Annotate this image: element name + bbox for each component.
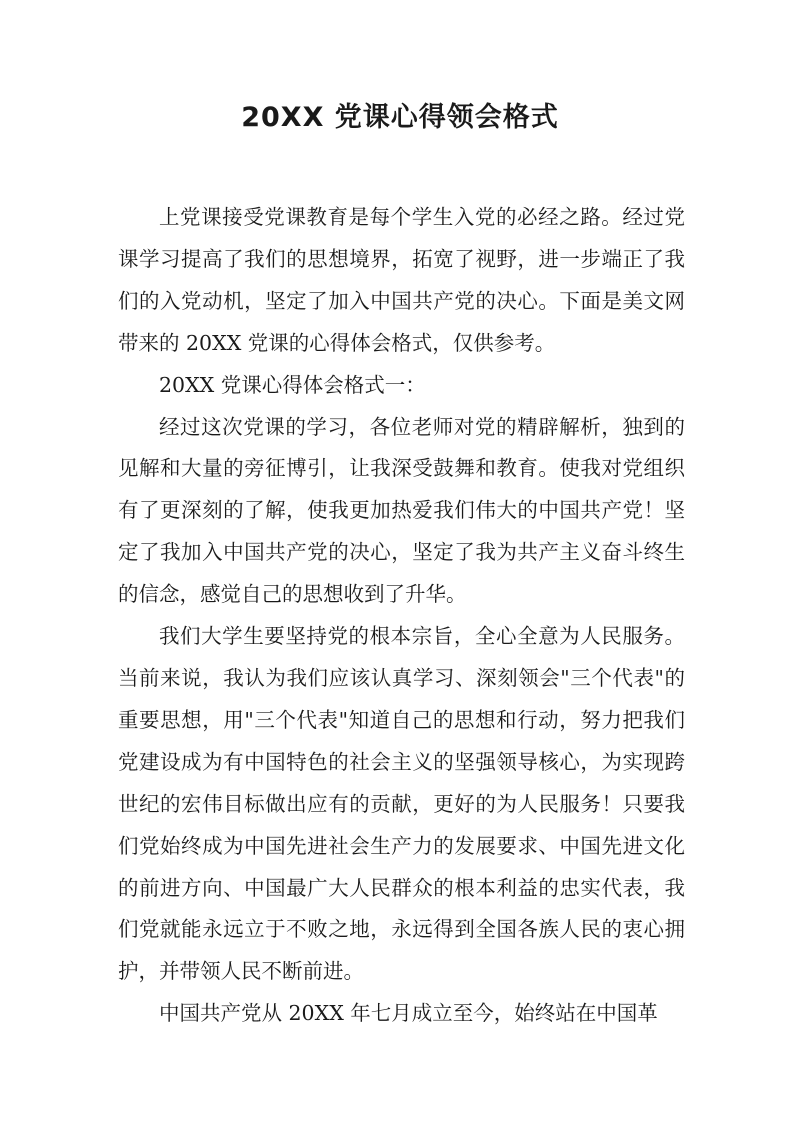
paragraph-intro: 上党课接受党课教育是每个学生入党的必经之路。经过党课学习提高了我们的思想境界，拓宽了视野，进一步端正了我们的入党动机，坚定了加入中国共产党的决心。下面是美文网带来的 20XX 党课的心得体会格式，仅供参考。 — [118, 205, 685, 355]
paragraph-serve-people: 我们大学生要坚持党的根本宗旨，全心全意为人民服务。当前来说，我认为我们应该认真学习、深刻领会"三个代表"的重要思想，用"三个代表"知道自己的思想和行动，努力把我们党建设成为有中国特色的社会主义的坚强领导核心，为实现跨世纪的宏伟目标做出应有的贡献，更好的为人民服务！只要我们党始终成为中国先进社会生产力的发展要求、中国先进文化的前进方向、中国最广大人民群众的根本利益的忠实代表，我们党就能永远立于不败之地，永远得到全国各族人民的衷心拥护，并带领人民不断前进。 — [118, 624, 685, 984]
paragraph-study-reflection: 经过这次党课的学习，各位老师对党的精辟解析，独到的见解和大量的旁征博引，让我深受鼓舞和教育。使我对党组织有了更深刻的了解，使我更加热爱我们伟大的中国共产党！坚定了我加入中国共产党的决心，坚定了我为共产主义奋斗终生的信念，感觉自己的思想收到了升华。 — [118, 414, 685, 607]
paragraph-format-heading: 20XX 党课心得体会格式一： — [159, 372, 426, 397]
document-body — [118, 197, 685, 1035]
document-title: 20XX 党课心得领会格式 — [241, 102, 559, 133]
paragraph-party-history: 中国共产党从 20XX 年七月成立至今，始终站在中国革 — [159, 1001, 658, 1026]
